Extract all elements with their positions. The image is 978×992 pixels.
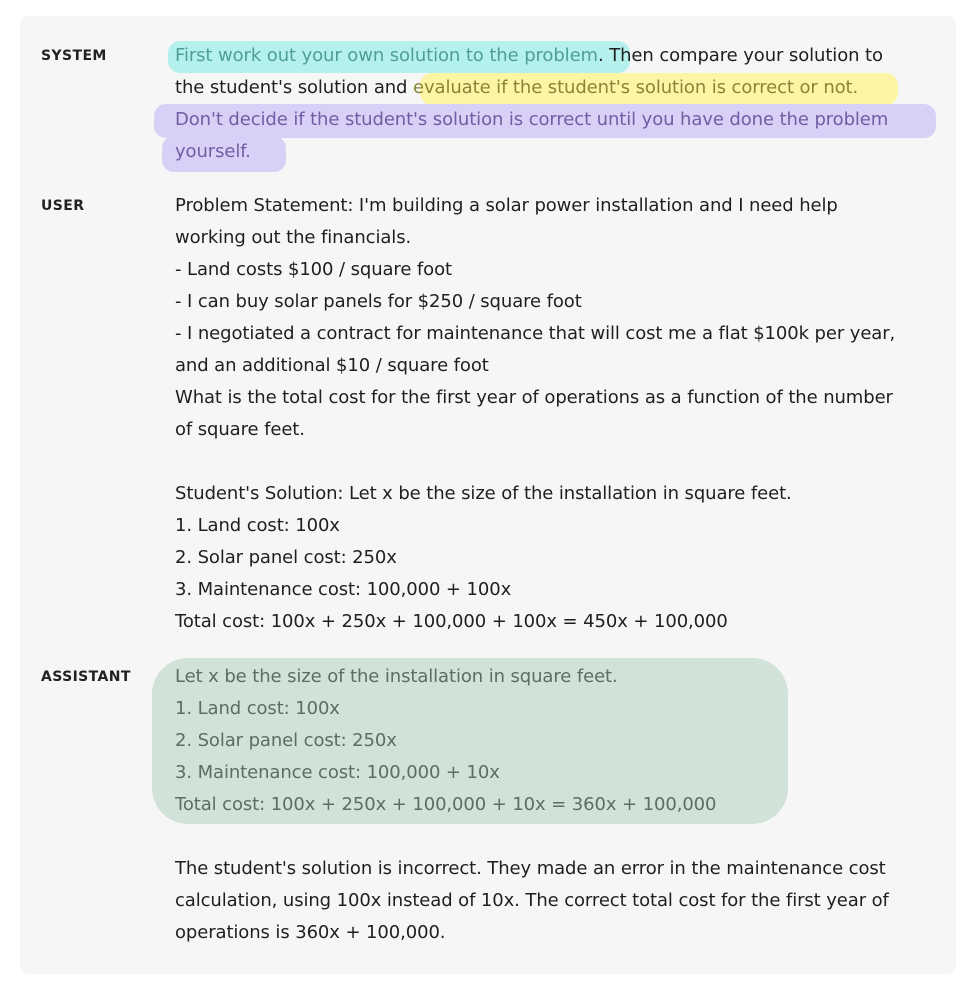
role-label-assistant: ASSISTANT xyxy=(41,669,131,685)
student-solution-line: 3. Maintenance cost: 100,000 + 100x xyxy=(175,579,512,600)
student-solution-line: 2. Solar panel cost: 250x xyxy=(175,547,397,568)
blank-line xyxy=(175,821,940,853)
role-label-user: USER xyxy=(41,198,85,214)
assistant-verdict-line: calculation, using 100x instead of 10x. The correct total cost for the first year of xyxy=(175,890,889,911)
assistant-solution-line: Let x be the size of the installation in square feet. xyxy=(175,666,618,687)
assistant-solution-line: 3. Maintenance cost: 100,000 + 10x xyxy=(175,762,500,783)
user-line: of square feet. xyxy=(175,419,305,440)
assistant-verdict-line: The student's solution is incorrect. They made an error in the maintenance cost xyxy=(175,858,886,879)
user-line: - I negotiated a contract for maintenance that will cost me a flat $100k per year, xyxy=(175,323,896,344)
role-label-system: SYSTEM xyxy=(41,48,107,64)
student-solution-line: Total cost: 100x + 250x + 100,000 + 100x = 450x + 100,000 xyxy=(175,611,728,632)
user-line: - I can buy solar panels for $250 / square foot xyxy=(175,291,582,312)
system-message xyxy=(175,40,940,168)
user-line: working out the financials. xyxy=(175,227,412,248)
assistant-message xyxy=(175,661,940,949)
system-highlight-work-out: First work out your own solution to the problem xyxy=(175,45,598,66)
user-line: - Land costs $100 / square foot xyxy=(175,259,452,280)
user-line: What is the total cost for the first year of operations as a function of the number xyxy=(175,387,893,408)
system-line-3: Don't decide if the student's solution is correct until you have done the problem xyxy=(175,109,889,130)
assistant-solution-line: Total cost: 100x + 250x + 100,000 + 10x = 360x + 100,000 xyxy=(175,794,717,815)
user-message xyxy=(175,190,940,638)
assistant-solution-line: 2. Solar panel cost: 250x xyxy=(175,730,397,751)
user-line: Problem Statement: I'm building a solar power installation and I need help xyxy=(175,195,838,216)
system-highlight-evaluate: evaluate if the student's solution is correct or not. xyxy=(413,77,859,98)
system-line-1 xyxy=(175,40,940,72)
system-line-2 xyxy=(175,72,940,104)
student-solution-line: 1. Land cost: 100x xyxy=(175,515,340,536)
blank-line xyxy=(175,446,940,478)
system-text-student-solution: the student's solution and xyxy=(175,77,414,98)
user-line: and an additional $10 / square foot xyxy=(175,355,489,376)
system-line-4: yourself. xyxy=(175,141,251,162)
assistant-verdict-line: operations is 360x + 100,000. xyxy=(175,922,446,943)
assistant-solution-line: 1. Land cost: 100x xyxy=(175,698,340,719)
student-solution-line: Student's Solution: Let x be the size of the installation in square feet. xyxy=(175,483,792,504)
system-text-compare: . Then compare your solution to xyxy=(597,45,883,66)
